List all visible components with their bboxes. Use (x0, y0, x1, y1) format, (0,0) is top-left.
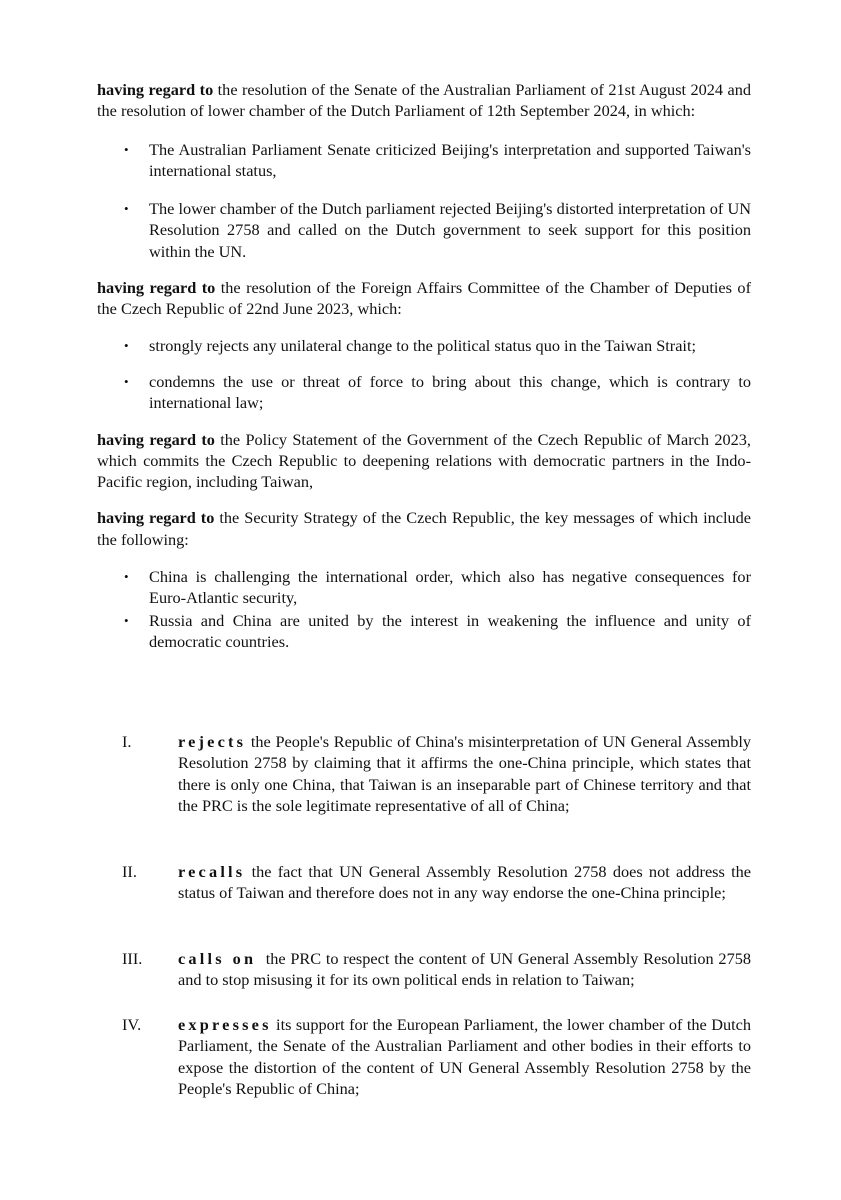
resolution-item-1 (97, 731, 751, 816)
resolution-keyword: expresses (178, 1015, 272, 1034)
recital-text: the resolution of the Foreign Affairs Committee of the Chamber of Deputies of the Czech Republic of 22nd June 2023, which: (97, 278, 751, 319)
resolution-keyword: calls on (178, 949, 257, 968)
document-body (97, 79, 751, 652)
bullet-icon: • (124, 201, 129, 217)
list-item: • The lower chamber of the Dutch parliament rejected Beijing's distorted interpretation of UN Resolution 2758 and called on the Dutch government to seek support for this position within the UN. (124, 199, 751, 261)
bullet-icon: • (124, 373, 129, 389)
resolution-item-4 (97, 1014, 751, 1099)
resolution-item-3 (97, 948, 756, 991)
resolution-text-block (178, 731, 751, 816)
list-item: • The Australian Parliament Senate criticized Beijing's interpretation and supported Taiwan's international status, (124, 139, 751, 180)
list-item: • China is challenging the international order, which also has negative consequences for Euro-Atlantic security, (124, 567, 751, 608)
resolution-keyword: rejects (178, 732, 247, 751)
bullet-list (97, 139, 751, 262)
resolution-text-block (178, 861, 751, 904)
resolution-text: the PRC to respect the content of UN General Assembly Resolution 2758 and to stop misusing it for its own political ends in relation to Taiwan; (178, 949, 756, 990)
list-item: • condemns the use or threat of force to bring about this change, which is contrary to international law; (124, 371, 751, 413)
resolution-text-block (178, 1014, 751, 1099)
resolution-keyword: recalls (178, 862, 246, 881)
recital-3 (97, 429, 751, 493)
resolution-text-block (178, 948, 756, 991)
recital-4 (97, 507, 751, 550)
recital-text: the resolution of the Senate of the Australian Parliament of 21st August 2024 and the resolution of lower chamber of the Dutch Parliament of 12th September 2024, in which: (97, 80, 751, 121)
recital-keyword: having regard to (97, 429, 215, 449)
recital-keyword: having regard to (97, 80, 214, 99)
resolution-text: the fact that UN General Assembly Resolution 2758 does not address the status of Taiwan and therefore does not in any way endorse the one-China principle; (178, 862, 751, 903)
recital-text: the Policy Statement of the Government of the Czech Republic of March 2023, which commits the Czech Republic to deepening relations with democratic partners in the Indo-Pacific region, including Taiwan, (97, 429, 751, 492)
recital-2 (97, 277, 751, 320)
bullet-icon: • (124, 337, 129, 353)
recital-keyword: having regard to (97, 508, 215, 528)
resolution-numeral: III. (122, 949, 143, 968)
bullet-list (97, 335, 751, 414)
bullet-icon: • (124, 569, 129, 585)
list-item: • strongly rejects any unilateral change to the political status quo in the Taiwan Strait; (124, 335, 697, 355)
list-item: • Russia and China are united by the interest in weakening the influence and unity of democratic countries. (124, 610, 751, 651)
recital-text: the Security Strategy of the Czech Republic, the key messages of which include the following: (97, 508, 751, 549)
bullet-icon: • (124, 141, 129, 157)
resolution-numeral: II. (122, 862, 137, 881)
resolution-numeral: I. (122, 732, 132, 751)
bullet-list (97, 566, 751, 652)
resolution-numeral: IV. (122, 1015, 142, 1034)
recital-1 (97, 79, 751, 122)
resolution-text: its support for the European Parliament, the lower chamber of the Dutch Parliament, the Senate of the Australian Parliament and other bodies in their efforts to expose the distortion of the content of UN General Assembly Resolution 2758 by the People's Republic of China; (178, 1015, 751, 1098)
bullet-icon: • (124, 612, 129, 628)
resolution-text: the People's Republic of China's misinterpretation of UN General Assembly Resolution 2758 by claiming that it affirms the one-China principle, which states that there is only one China, that Taiwan is an inseparable part of Chinese territory and that the PRC is the sole legitimate representative of all of China; (178, 732, 751, 815)
recital-keyword: having regard to (97, 278, 216, 298)
resolution-item-2 (97, 861, 751, 904)
